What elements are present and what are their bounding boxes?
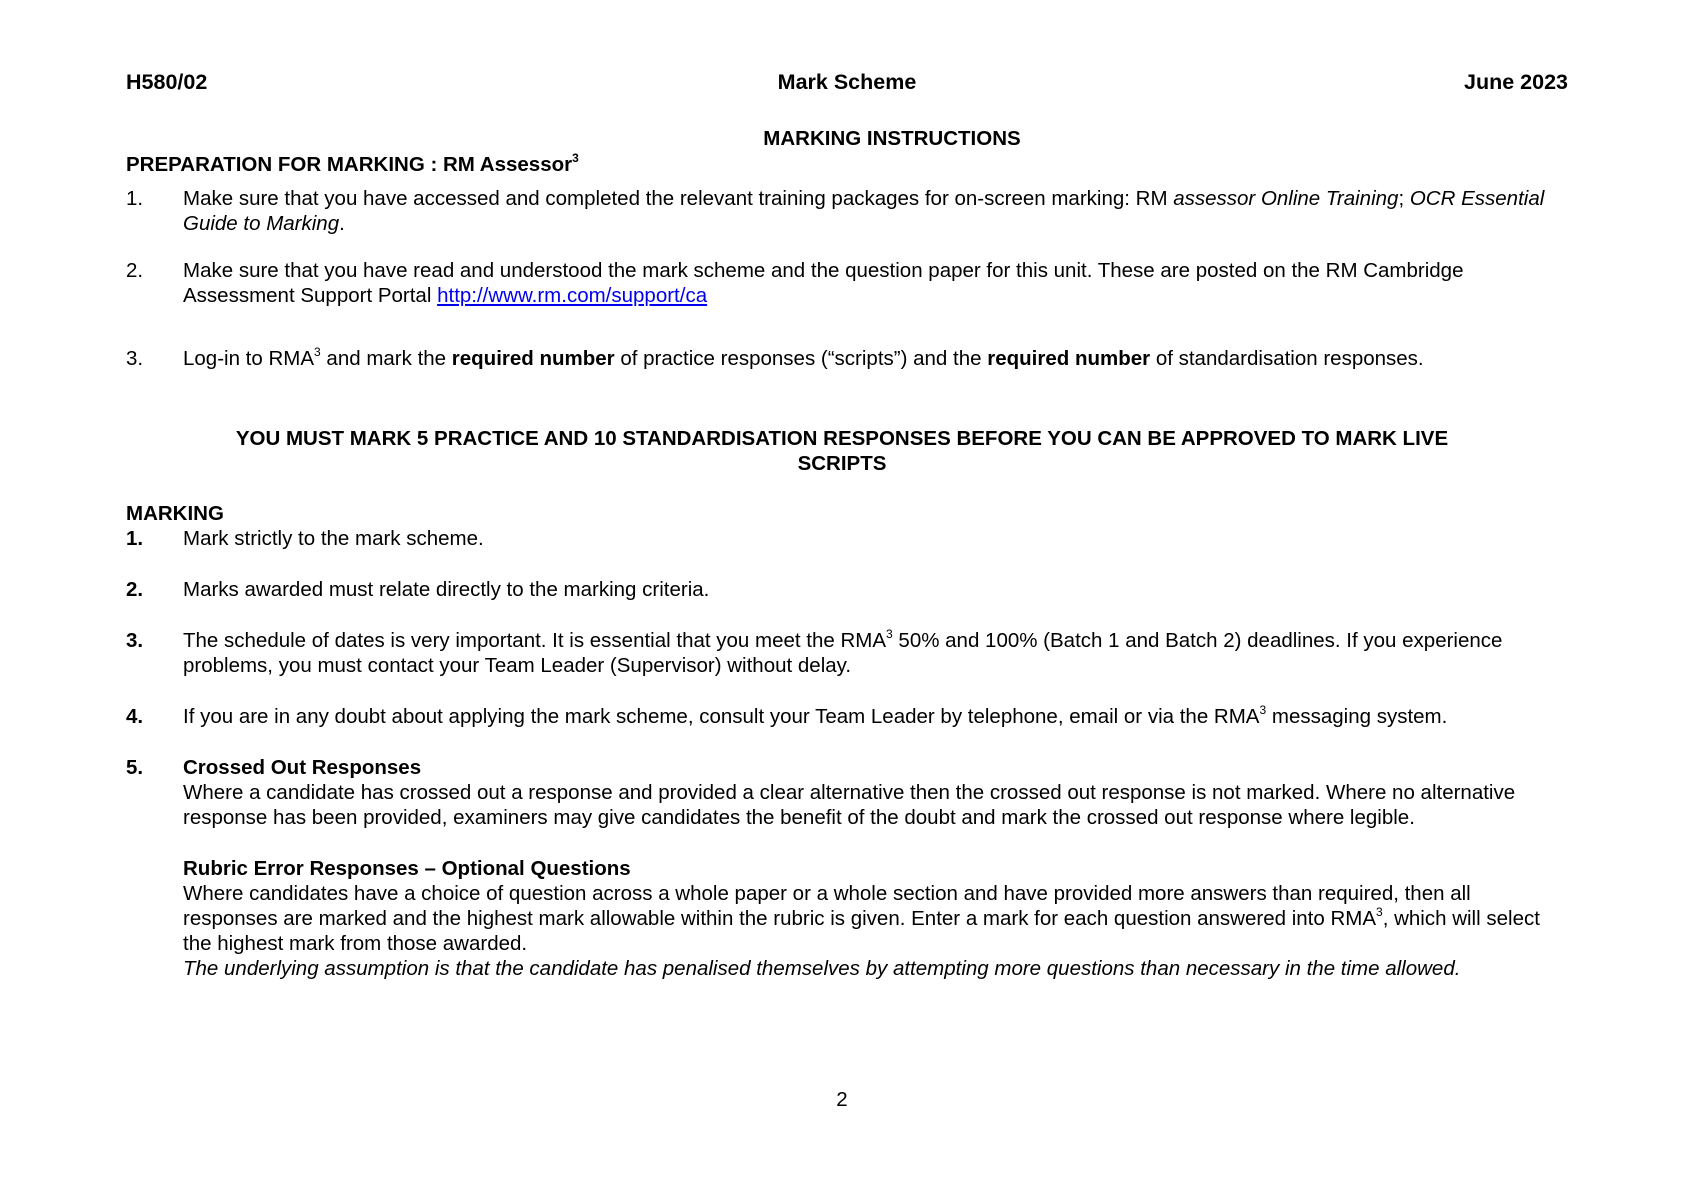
marking-item-1	[126, 526, 1566, 551]
item-number: 3.	[126, 629, 144, 652]
item-number: 5.	[126, 756, 144, 779]
preparation-item-3	[126, 346, 1566, 371]
paper-code: H580/02	[126, 70, 208, 94]
marking-item-5	[126, 755, 1566, 981]
item-number: 1.	[126, 527, 144, 550]
item-text: Mark strictly to the mark scheme.	[183, 527, 484, 550]
approval-warning: YOU MUST MARK 5 PRACTICE AND 10 STANDARDISATION RESPONSES BEFORE YOU CAN BE APPROVED TO MARK LIVE SCRIPTS	[235, 427, 1449, 475]
rubric-error-heading: Rubric Error Responses – Optional Questions	[183, 857, 631, 880]
item-number: 3.	[126, 347, 144, 370]
crossed-out-text: Where a candidate has crossed out a response and provided a clear alternative then the crossed out response is not marked. Where no alternative response has been provided, examiners may give candidates the benefit of the doubt and mark the crossed out response where legible.	[183, 781, 1516, 829]
item-number: 2.	[126, 259, 144, 282]
preparation-item-2	[126, 258, 1566, 308]
item-number: 4.	[126, 705, 144, 728]
item-text: Make sure that you have read and understood the mark scheme and the question paper for this unit. These are posted on the RM Cambridge Assessment Support Portal http://www.rm.com/support/ca	[183, 259, 1464, 307]
support-portal-link[interactable]: http://www.rm.com/support/ca	[437, 284, 708, 307]
marking-item-3	[126, 628, 1566, 678]
page-header	[126, 70, 1568, 95]
item-text: Marks awarded must relate directly to the marking criteria.	[183, 578, 710, 601]
item-text: Make sure that you have accessed and completed the relevant training packages for on-screen marking: RM assessor Online Training; OCR Essential Guide to Marking.	[183, 187, 1545, 235]
header-date: June 2023	[1464, 70, 1568, 94]
preparation-item-1	[126, 186, 1566, 236]
item-text: Log-in to RMA$^3$ and mark the required number of practice responses (“scripts”) and the required number of standardisation responses.	[183, 345, 1424, 370]
rubric-error-text: Where candidates have a choice of question across a whole paper or a whole section and have provided more answers than required, then all responses are marked and the highest mark allowable within the rubric is given. Enter a mark for each question answered into RMA$^3$, which will select the highest mark from those awarded.	[183, 882, 1540, 955]
marking-heading: MARKING	[126, 502, 224, 525]
preparation-heading: PREPARATION FOR MARKING : RM Assessor$^3$	[126, 151, 579, 176]
header-title: Mark Scheme	[777, 70, 917, 94]
page-number: 2	[836, 1088, 848, 1111]
item-number: 1.	[126, 187, 144, 210]
rubric-assumption-text: The underlying assumption is that the candidate has penalised themselves by attempting more questions than necessary in the time allowed.	[183, 957, 1461, 980]
instructions-title: MARKING INSTRUCTIONS	[763, 127, 1021, 150]
item-text: The schedule of dates is very important. It is essential that you meet the RMA$^3$ 50% and 100% (Batch 1 and Batch 2) deadlines. If you experience problems, you must contact your Team Leader (Supervisor) without delay.	[183, 627, 1503, 677]
item-text: If you are in any doubt about applying the mark scheme, consult your Team Leader by telephone, email or via the RMA$^3$ messaging system.	[183, 703, 1448, 728]
item-text	[183, 755, 1566, 981]
marking-item-2	[126, 577, 1566, 602]
crossed-out-heading: Crossed Out Responses	[183, 756, 422, 779]
item-number: 2.	[126, 578, 144, 601]
marking-item-4	[126, 704, 1566, 729]
